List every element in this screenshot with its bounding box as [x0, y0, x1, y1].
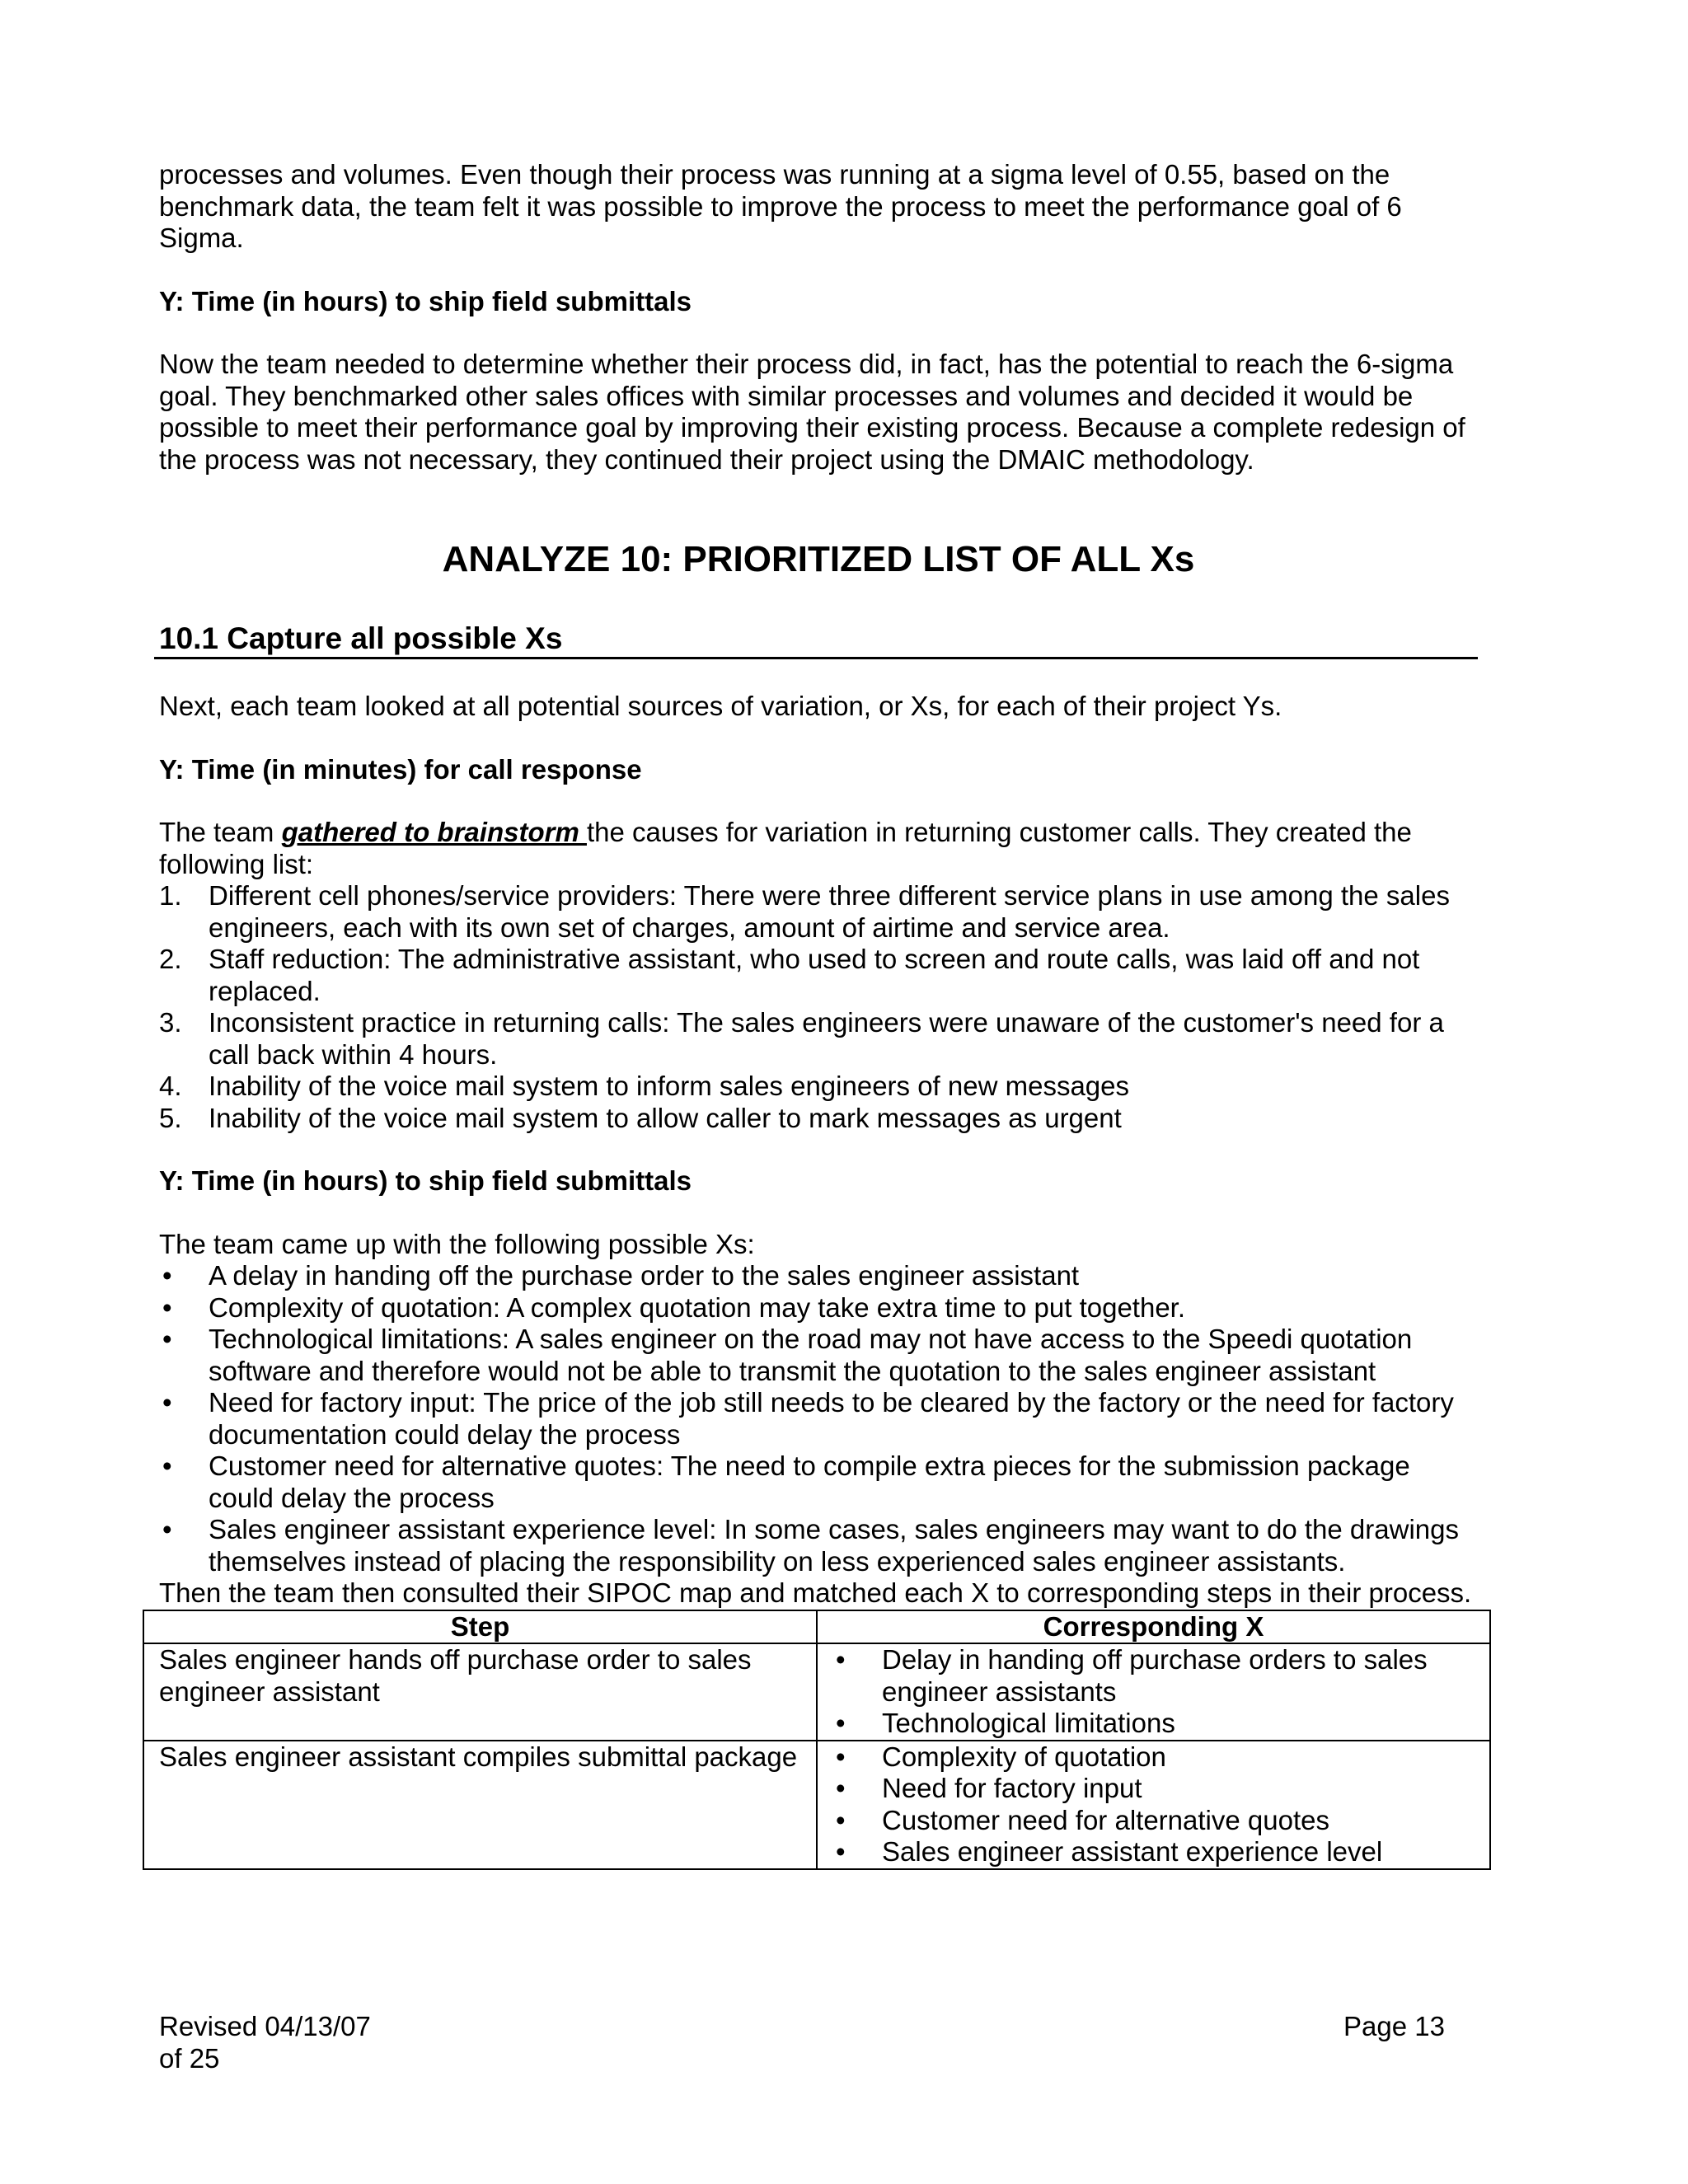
table-header-row [143, 1610, 1490, 1644]
list-item-text: A delay in handing off the purchase order to the sales engineer assistant [209, 1260, 1080, 1291]
intro-paragraph: processes and volumes. Even though their process was running at a sigma level of 0.55, based on the benchmark data, the team felt it was possible to improve the process to meet the performance goal of 6 Sigma. [159, 159, 1402, 253]
section-intro: Next, each team looked at all potential sources of variation, or Xs, for each of their project Ys. [159, 691, 1282, 721]
bullet-icon: • [162, 1291, 172, 1323]
list-item-text: Staff reduction: The administrative assistant, who used to screen and route calls, was laid off and not replaced. [209, 944, 1420, 1006]
bullet-icon: • [162, 1387, 172, 1418]
list-item [159, 1007, 1478, 1071]
bullet-icon: • [162, 1514, 172, 1544]
column-header-step: Step [143, 1610, 817, 1644]
bullet-icon: • [836, 1804, 846, 1835]
submittal-xs-list [159, 1260, 1478, 1577]
step-x-table [143, 1610, 1491, 1870]
call-response-xs-list [159, 880, 1478, 1134]
list-number: 5. [159, 1102, 182, 1133]
list-item-text: Sales engineer assistant experience level: In some cases, sales engineers may want to do the drawings themselves instead of placing the responsibility on less experienced sales engineer assistants. [209, 1514, 1460, 1577]
page-title: ANALYZE 10: PRIORITIZED LIST OF ALL Xs [442, 539, 1195, 579]
brainstorm-link[interactable]: gathered to brainstorm [281, 817, 587, 847]
page-total: of 25 [159, 2042, 220, 2074]
brainstorm-text-before: The team [159, 817, 282, 847]
list-item-text: Inconsistent practice in returning calls: The sales engineers were unaware of the customer's need for a call back within 4 hours. [209, 1007, 1444, 1070]
list-number: 4. [159, 1071, 182, 1101]
table-row [143, 1643, 1490, 1741]
list-item [159, 944, 1478, 1007]
list-item [159, 880, 1478, 944]
benchmark-paragraph: Now the team needed to determine whether their process did, in fact, has the potential to reach the 6-sigma goal. They benchmarked other sales offices with similar processes and volumes and decided it would be possible to meet their performance goal by improving their existing process. Because a complete redesign of the process was not necessary, they continued their project using the DMAIC methodology. [159, 349, 1465, 475]
list-item [159, 1292, 1478, 1324]
table-row [143, 1741, 1490, 1869]
bullet-icon: • [162, 1324, 172, 1354]
list-item-text: Need for factory input: The price of the job still needs to be cleared by the factory or the need for factory documentation could delay the process [209, 1387, 1454, 1450]
list-item-text: Technological limitations: A sales engineer on the road may not have access to the Speedi quotation software and therefore would not be able to transmit the quotation to the sales engineer assistant [209, 1324, 1413, 1386]
xs-cell [817, 1643, 1490, 1741]
list-item [832, 1805, 1475, 1837]
column-header-corresponding-x: Corresponding X [817, 1610, 1490, 1644]
list-item [832, 1773, 1475, 1805]
bullet-icon: • [836, 1741, 846, 1772]
bullet-icon: • [836, 1836, 846, 1867]
x-text: Customer need for alternative quotes [882, 1804, 1329, 1835]
step-cell: Sales engineer hands off purchase order to sales engineer assistant [143, 1643, 817, 1741]
list-item [832, 1741, 1475, 1774]
list-item-text: Inability of the voice mail system to allow caller to mark messages as urgent [209, 1102, 1122, 1133]
x-text: Technological limitations [882, 1708, 1175, 1738]
document-page [159, 159, 1478, 1870]
brainstorm-paragraph [159, 817, 1478, 880]
revised-date: Revised 04/13/07 [159, 2011, 371, 2041]
bullet-icon: • [836, 1644, 846, 1675]
list-item [832, 1836, 1475, 1868]
page-number: Page 13 [1343, 2011, 1445, 2041]
list-item [159, 1103, 1478, 1135]
brainstorm-text-after: the causes for variation in returning customer calls. They created the following list: [159, 817, 1412, 879]
list-number: 2. [159, 944, 182, 974]
list-item-text: Inability of the voice mail system to inform sales engineers of new messages [209, 1071, 1130, 1101]
section-heading: 10.1 Capture all possible Xs [154, 621, 1478, 659]
list-item-text: Different cell phones/service providers: There were three different service plans in use among the sales engineers, each with its own set of charges, amount of airtime and service area. [209, 880, 1450, 943]
x-text: Delay in handing off purchase orders to sales engineer assistants [882, 1644, 1428, 1707]
y-label-ship-submittals-2: Y: Time (in hours) to ship field submittals [159, 1165, 692, 1196]
list-item [832, 1708, 1475, 1740]
sipoc-paragraph: Then the team then consulted their SIPOC map and matched each X to corresponding steps in their process. [159, 1577, 1472, 1608]
list-item [159, 1387, 1478, 1451]
bullet-icon: • [162, 1451, 172, 1481]
list-item [159, 1071, 1478, 1103]
list-item [159, 1324, 1478, 1387]
list-number: 3. [159, 1007, 182, 1038]
list-item [159, 1451, 1478, 1514]
list-number: 1. [159, 880, 182, 911]
xs-cell [817, 1741, 1490, 1869]
bullet-icon: • [162, 1260, 172, 1291]
bullet-icon: • [836, 1773, 846, 1803]
list-item [159, 1514, 1478, 1577]
list-item-text: Complexity of quotation: A complex quotation may take extra time to put together. [209, 1291, 1186, 1323]
possible-xs-intro: The team came up with the following possible Xs: [159, 1228, 755, 1259]
list-item [159, 1260, 1478, 1292]
page-footer [159, 2011, 1445, 2074]
y-label-call-response: Y: Time (in minutes) for call response [159, 753, 642, 785]
step-cell: Sales engineer assistant compiles submittal package [143, 1741, 817, 1869]
x-text: Need for factory input [882, 1773, 1142, 1803]
x-text: Sales engineer assistant experience level [882, 1836, 1383, 1867]
x-text: Complexity of quotation [882, 1741, 1166, 1772]
list-item-text: Customer need for alternative quotes: The need to compile extra pieces for the submission package could delay the process [209, 1451, 1410, 1513]
y-label-ship-submittals: Y: Time (in hours) to ship field submittals [159, 285, 692, 316]
list-item [832, 1644, 1475, 1708]
bullet-icon: • [836, 1708, 846, 1738]
